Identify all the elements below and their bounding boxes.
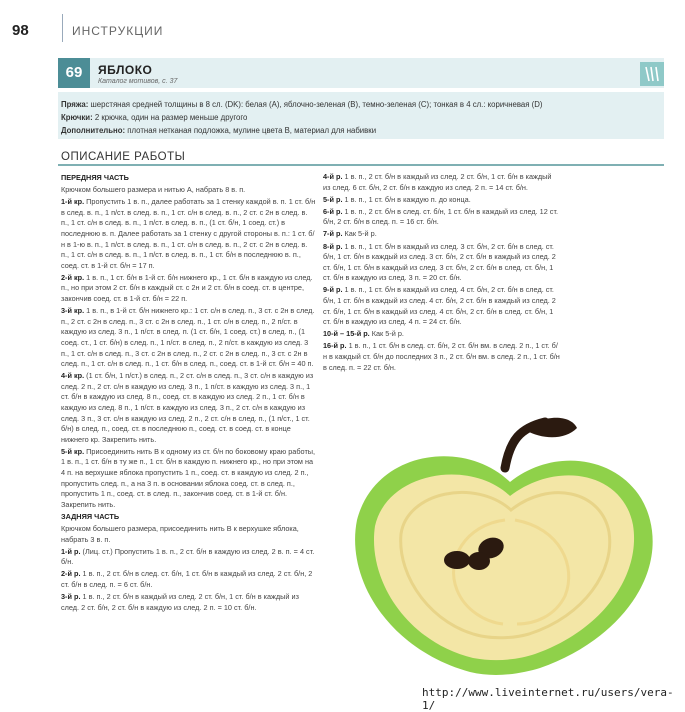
row-label: 10-й – 15-й р.	[323, 329, 370, 339]
row-label: 16-й р.	[323, 341, 347, 351]
yarn-text: шерстяная средней толщины в 8 сл. (DK): белая (A), яблочно-зеленая (B), темно-зеленая (C); тонкая в 4 сл.: коричневая (D)	[90, 100, 543, 109]
instruction-text: Пропустить 1 в. п., далее работать за 1 стенку каждой в. п. 1 ст. б/н в след. в. п., 1 п/ст. в след. в. п., 1 ст. с/н в след. в. п., 2 ст. с 2н в след. в. п., 1 ст. с/н в след. в. п., 1 п/ст. в след. в. п., (1 ст. б/н, 1 соед. ст.) в последнюю в. п. Далее работать за 1 стенку с другой стороны в. п.: 1 ст. б/н в 1-ю в. п., 1 п/ст. в след. в. п., 1 ст. с/н в след. в. п., 2 ст. с 2н в след. в. п., 1 ст. с/н в след. в. п., 1 п/ст. в след. в. п., 1 ст. б/н в последнюю в. п., соед. ст. в 1-й ст. б/н = 17 п.	[61, 197, 316, 270]
motif-number-badge: 69	[58, 58, 90, 88]
extra-line	[61, 126, 376, 135]
section-title: ИНСТРУКЦИИ	[72, 24, 164, 38]
instructions-left-column	[61, 172, 316, 615]
row-label: 8-й р.	[323, 241, 343, 251]
instruction-paragraph	[61, 306, 316, 370]
catalog-reference: Каталог мотивов, с. 37	[98, 78, 178, 85]
crochet-apple-image	[345, 410, 675, 680]
hooks-line	[61, 113, 247, 122]
instruction-paragraph	[61, 569, 316, 590]
instruction-text: 1 в. п., 2 ст. б/н в каждый из след. 2 ст. б/н, 1 ст. б/н в каждый из след. 2 ст. б/н, 2 ст. б/н в каждую из след. 2 п. = 10 ст. б/н.	[61, 592, 299, 612]
instruction-text: Как 5-й р.	[344, 229, 377, 239]
instruction-text: 1 в. п., в 1-й ст. б/н нижнего кр.: 1 ст. с/н в след. п., 3 ст. с 2н в след. п., 2 ст. с 2н в след. п., 3 ст. с 2н в след. п., 1 ст. с/н в след. п., 2 п/ст. в каждую из след. 3 п., 1 п/ст. в след. п. (1 ст. б/н, 1 соед. ст.) в след. п., (1 соед. ст., 1 ст. б/н) в след. п., 1 п/ст. в след. п., 2 п/ст. в каждую из след. 3 п., 1 ст. с/н в след. п., 3 ст. с 2н в след. п., 2 ст. с 2н в след. п., 3 ст. с 2н в след. п., 1 ст. с/н в след. п., 1 ст. б/н в след. п., соед. ст. в 1-й ст. б/н = 40 п.	[61, 306, 315, 369]
instruction-text: 1 в. п., 2 ст. б/н в след. ст. б/н, 1 ст. б/н в каждый из след. 2 ст. б/н, 2 ст. б/н в след. п. = 6 ст. б/н.	[61, 569, 313, 589]
instruction-paragraph	[323, 195, 560, 206]
row-label: 1-й кр.	[61, 197, 85, 207]
motif-thumbnail-icon	[640, 62, 664, 86]
instruction-text: Как 5-й р.	[371, 329, 404, 339]
instruction-text: 1 в. п., 1 ст. б/н в каждую п. до конца.	[344, 194, 471, 204]
instruction-paragraph	[323, 172, 560, 193]
heading-rule	[58, 164, 664, 166]
instruction-text: 1 в. п., 2 ст. б/н в каждый из след. 2 ст. б/н, 1 ст. б/н в каждый из след. 6 ст. б/н, 2 ст. б/н в каждую из след. 2 п. = 14 ст. б/н.	[323, 172, 552, 192]
extra-label: Дополнительно:	[61, 126, 126, 135]
instruction-paragraph	[323, 285, 560, 327]
row-label: 9-й р.	[323, 285, 343, 295]
instruction-paragraph	[323, 329, 560, 340]
row-label: 1-й р.	[61, 546, 81, 556]
instruction-text: 1 в. п., 1 ст. б/н в след. ст. б/н, 2 ст. б/н вм. в след. 2 п., 1 ст. б/н в каждый ст. б/н до последних 3 п., 2 ст. б/н вм. в след. 2 п., 1 ст. б/н в след. п. = 22 ст. б/н.	[323, 341, 560, 372]
row-label: 2-й кр.	[61, 272, 85, 282]
row-label: 3-й р.	[61, 592, 81, 602]
instruction-paragraph	[61, 524, 316, 545]
hooks-label: Крючки:	[61, 113, 93, 122]
section-heading: ОПИСАНИЕ РАБОТЫ	[61, 151, 186, 163]
instruction-paragraph	[323, 242, 560, 284]
instruction-paragraph	[61, 185, 316, 196]
row-label: 6-й р.	[323, 206, 343, 216]
instruction-paragraph	[61, 197, 316, 271]
instructions-right-column	[323, 172, 560, 375]
instruction-paragraph	[61, 592, 316, 613]
header-divider	[62, 14, 63, 42]
row-label: 7-й р.	[323, 229, 343, 239]
instruction-paragraph	[323, 341, 560, 373]
instruction-paragraph	[323, 207, 560, 228]
row-label: 4-й кр.	[61, 371, 85, 381]
motif-title: ЯБЛОКО	[98, 63, 153, 77]
instruction-paragraph	[61, 547, 316, 568]
instruction-text: 1 в. п., 1 ст. б/н в каждый из след. 4 ст. б/н, 2 ст. б/н в след. ст. б/н, 1 ст. б/н в каждый из след. 4 ст. б/н, 2 ст. б/н в каждый из след. 2 ст. б/н, 1 ст. б/н в каждый из след. 4 ст. б/н, 2 ст. б/н в след. ст. б/н, 1 ст. б/н в каждую из след. 4 п. = 24 ст. б/н.	[323, 285, 556, 327]
instruction-text: (1 ст. б/н, 1 п/ст.) в след. п., 2 ст. с/н в след. п., 3 ст. с/н в каждую из след. 2 п., 2 ст. с/н в каждую из след. 3 п., 1 п/ст. в каждую из след. 3 п., 1 ст. б/н в каждую из след. 8 п., соед. ст. в каждую из след. 2 п., 1 ст. б/н в каждую из след. 8 п., 1 п/ст. в каждую из след. 3 п., 2 ст. с/н в каждую из след. 3 п., 3 ст. с/н в каждую из след. 2 п., 2 ст. с/н в след. п., (1 п/ст., 1 ст. б/н) в след. п., соед. ст. в последнюю п., соед. ст. в соед. ст. в конце нижнего кр. Закрепить нить.	[61, 371, 314, 444]
yarn-label: Пряжа:	[61, 100, 89, 109]
instruction-paragraph	[61, 371, 316, 445]
row-label: 2-й р.	[61, 569, 81, 579]
instruction-text: (Лиц. ст.) Пропустить 1 в. п., 2 ст. б/н в каждую из след. 2 в. п. = 4 ст. б/н.	[61, 546, 315, 567]
instruction-text: Крючком большего размера и нитью A, набрать 8 в. п.	[61, 185, 246, 195]
instruction-text: Присоединить нить B к одному из ст. б/н по боковому краю работы, 1 в. п., 1 ст. б/н в ту же п., 1 ст. б/н в каждую п. нижнего кр., но при этом на 4 п. на верхушке яблока пропустить 1 п., соед. ст. в каждую из след. 2 п., пропустить след. п., а на 3 п. в основании яблока соед. ст. в след. п., пропустить 1 п., соед. ст. в след. п., закончив соед. ст. в 1-й ст. б/н. Закрепить нить.	[61, 446, 316, 509]
part-heading: ЗАДНЯЯ ЧАСТЬ	[61, 511, 120, 521]
extra-text: плотная нетканая подложка, мулине цвета B, материал для набивки	[127, 126, 377, 135]
row-label: 5-й р.	[323, 194, 343, 204]
instruction-paragraph	[323, 229, 560, 240]
instruction-paragraph	[61, 447, 316, 511]
row-label: 4-й р.	[323, 172, 343, 181]
instruction-text: 1 в. п., 1 ст. б/н в 1-й ст. б/н нижнего кр., 1 ст. б/н в каждую из след. п., но при этом 2 ст. б/н в каждый ст. с 2н и 2 ст. б/н в соед. ст. в центре, закончив соед. ст. в 1-й ст. б/н = 22 п.	[61, 272, 313, 304]
part-heading: ПЕРЕДНЯЯ ЧАСТЬ	[61, 173, 129, 182]
instruction-text: Крючком большего размера, присоединить нить B к верхушке яблока, набрать 3 в. п.	[61, 524, 299, 544]
yarn-line	[61, 100, 542, 109]
page-number: 98	[12, 22, 29, 39]
source-url: http://www.liveinternet.ru/users/vera-1/	[422, 686, 674, 712]
instruction-text: 1 в. п., 2 ст. б/н в след. ст. б/н, 1 ст. б/н в каждый из след. 12 ст. б/н, 2 ст. б/н в след. п. = 16 ст. б/н.	[323, 206, 559, 227]
hooks-text: 2 крючка, один на размер меньше другого	[94, 113, 248, 122]
row-label: 5-й кр.	[61, 446, 85, 456]
instruction-text: 1 в. п., 1 ст. б/н в каждый из след. 3 ст. б/н, 2 ст. б/н в след. ст. б/н, 1 ст. б/н в каждый из след. 3 ст. б/н, 2 ст. б/н в каждый из след. 2 ст. б/н, 1 ст. б/н в каждый из след. 3 ст. б/н, 2 ст. б/н в след. ст. б/н, 1 ст. б/н в каждую из след. 3 п. = 20 ст. б/н.	[323, 241, 556, 283]
row-label: 3-й кр.	[61, 306, 85, 316]
instruction-paragraph	[61, 273, 316, 305]
